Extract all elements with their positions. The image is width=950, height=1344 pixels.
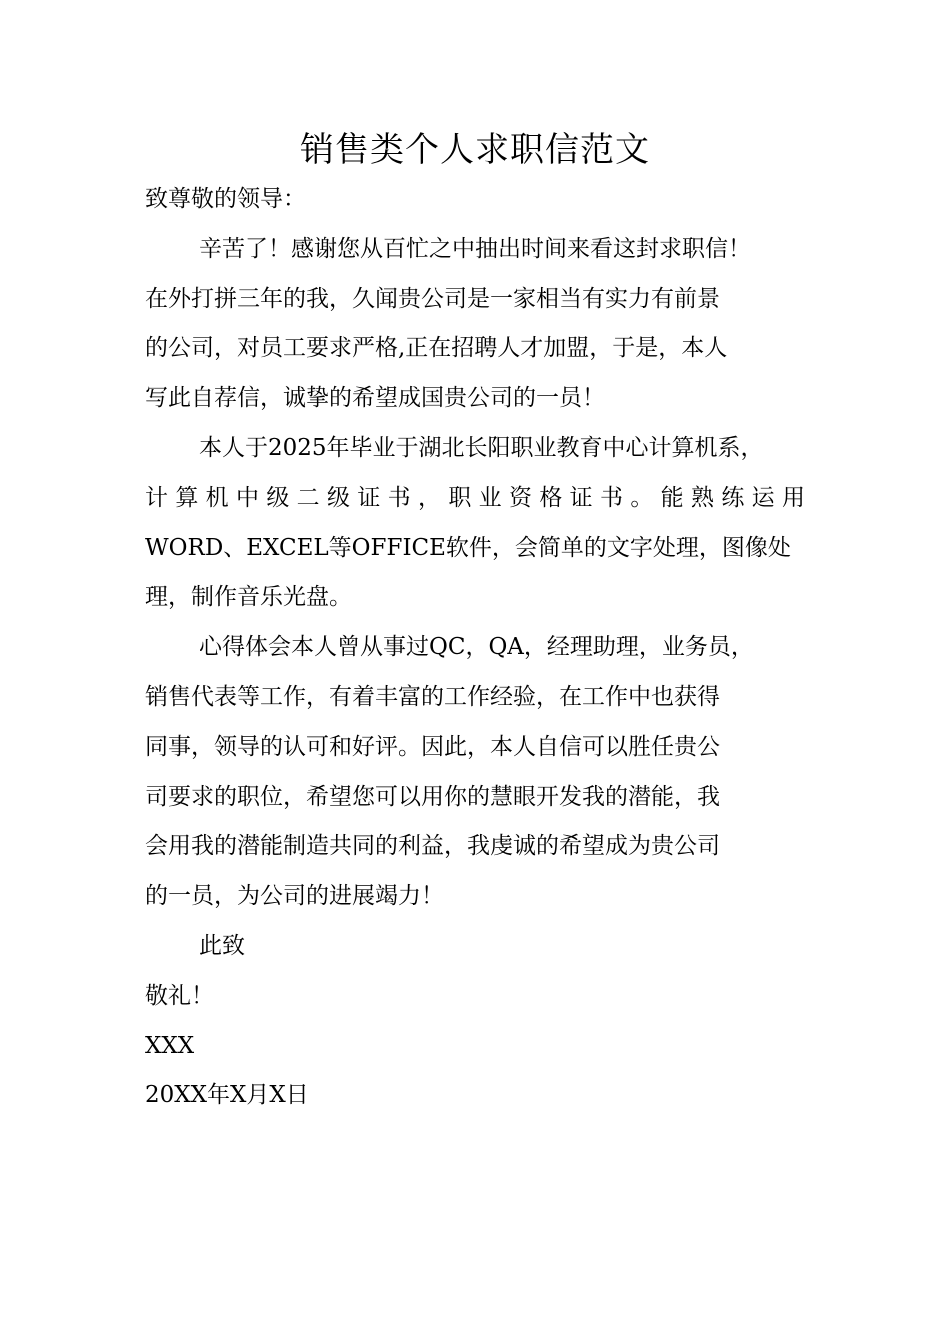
paragraph-3-line-6: 的一员，为公司的进展竭力！ bbox=[145, 883, 444, 910]
paragraph-3-line-5: 会用我的潜能制造共同的利益，我虔诚的希望成为贵公司 bbox=[145, 833, 720, 860]
paragraph-1-line-1: 辛苦了！感谢您从百忙之中抽出时间来看这封求职信！ bbox=[199, 235, 751, 262]
paragraph-2-line-1: 本人于2025年毕业于湖北长阳职业教育中心计算机系， bbox=[199, 434, 764, 461]
signature: XXX bbox=[145, 1032, 195, 1059]
salutation: 致尊敬的领导： bbox=[145, 186, 306, 212]
paragraph-1-line-4: 写此自荐信，诚挚的希望成国贵公司的一员！ bbox=[145, 385, 605, 412]
paragraph-3-line-1: 心得体会本人曾从事过QC，QA，经理助理，业务员， bbox=[199, 634, 754, 661]
closing-regards: 此致 bbox=[199, 932, 245, 959]
paragraph-3-line-4: 司要求的职位，希望您可以用你的慧眼开发我的潜能，我 bbox=[145, 783, 720, 810]
paragraph-3-line-2: 销售代表等工作，有着丰富的工作经验，在工作中也获得 bbox=[145, 683, 720, 710]
letter-body bbox=[145, 175, 825, 1121]
paragraph-1-line-3: 的公司，对员工要求严格,正在招聘人才加盟，于是，本人 bbox=[145, 335, 728, 362]
closing-salute: 敬礼！ bbox=[145, 982, 214, 1009]
paragraph-1-line-2: 在外打拼三年的我，久闻贵公司是一家相当有实力有前景 bbox=[145, 285, 720, 312]
document-title: 销售类个人求职信范文 bbox=[300, 130, 650, 170]
paragraph-3-line-3: 同事，领导的认可和好评。因此，本人自信可以胜任贵公 bbox=[145, 733, 720, 760]
paragraph-2-line-3: WORD、EXCEL等OFFICE软件，会简单的文字处理，图像处 bbox=[145, 534, 791, 561]
date: 20XX年X月X日 bbox=[145, 1082, 309, 1109]
paragraph-2-line-4: 理，制作音乐光盘。 bbox=[145, 584, 352, 611]
paragraph-2-line-2: 计算机中级二级证书，职业资格证书。能熟练运用 bbox=[145, 484, 805, 511]
